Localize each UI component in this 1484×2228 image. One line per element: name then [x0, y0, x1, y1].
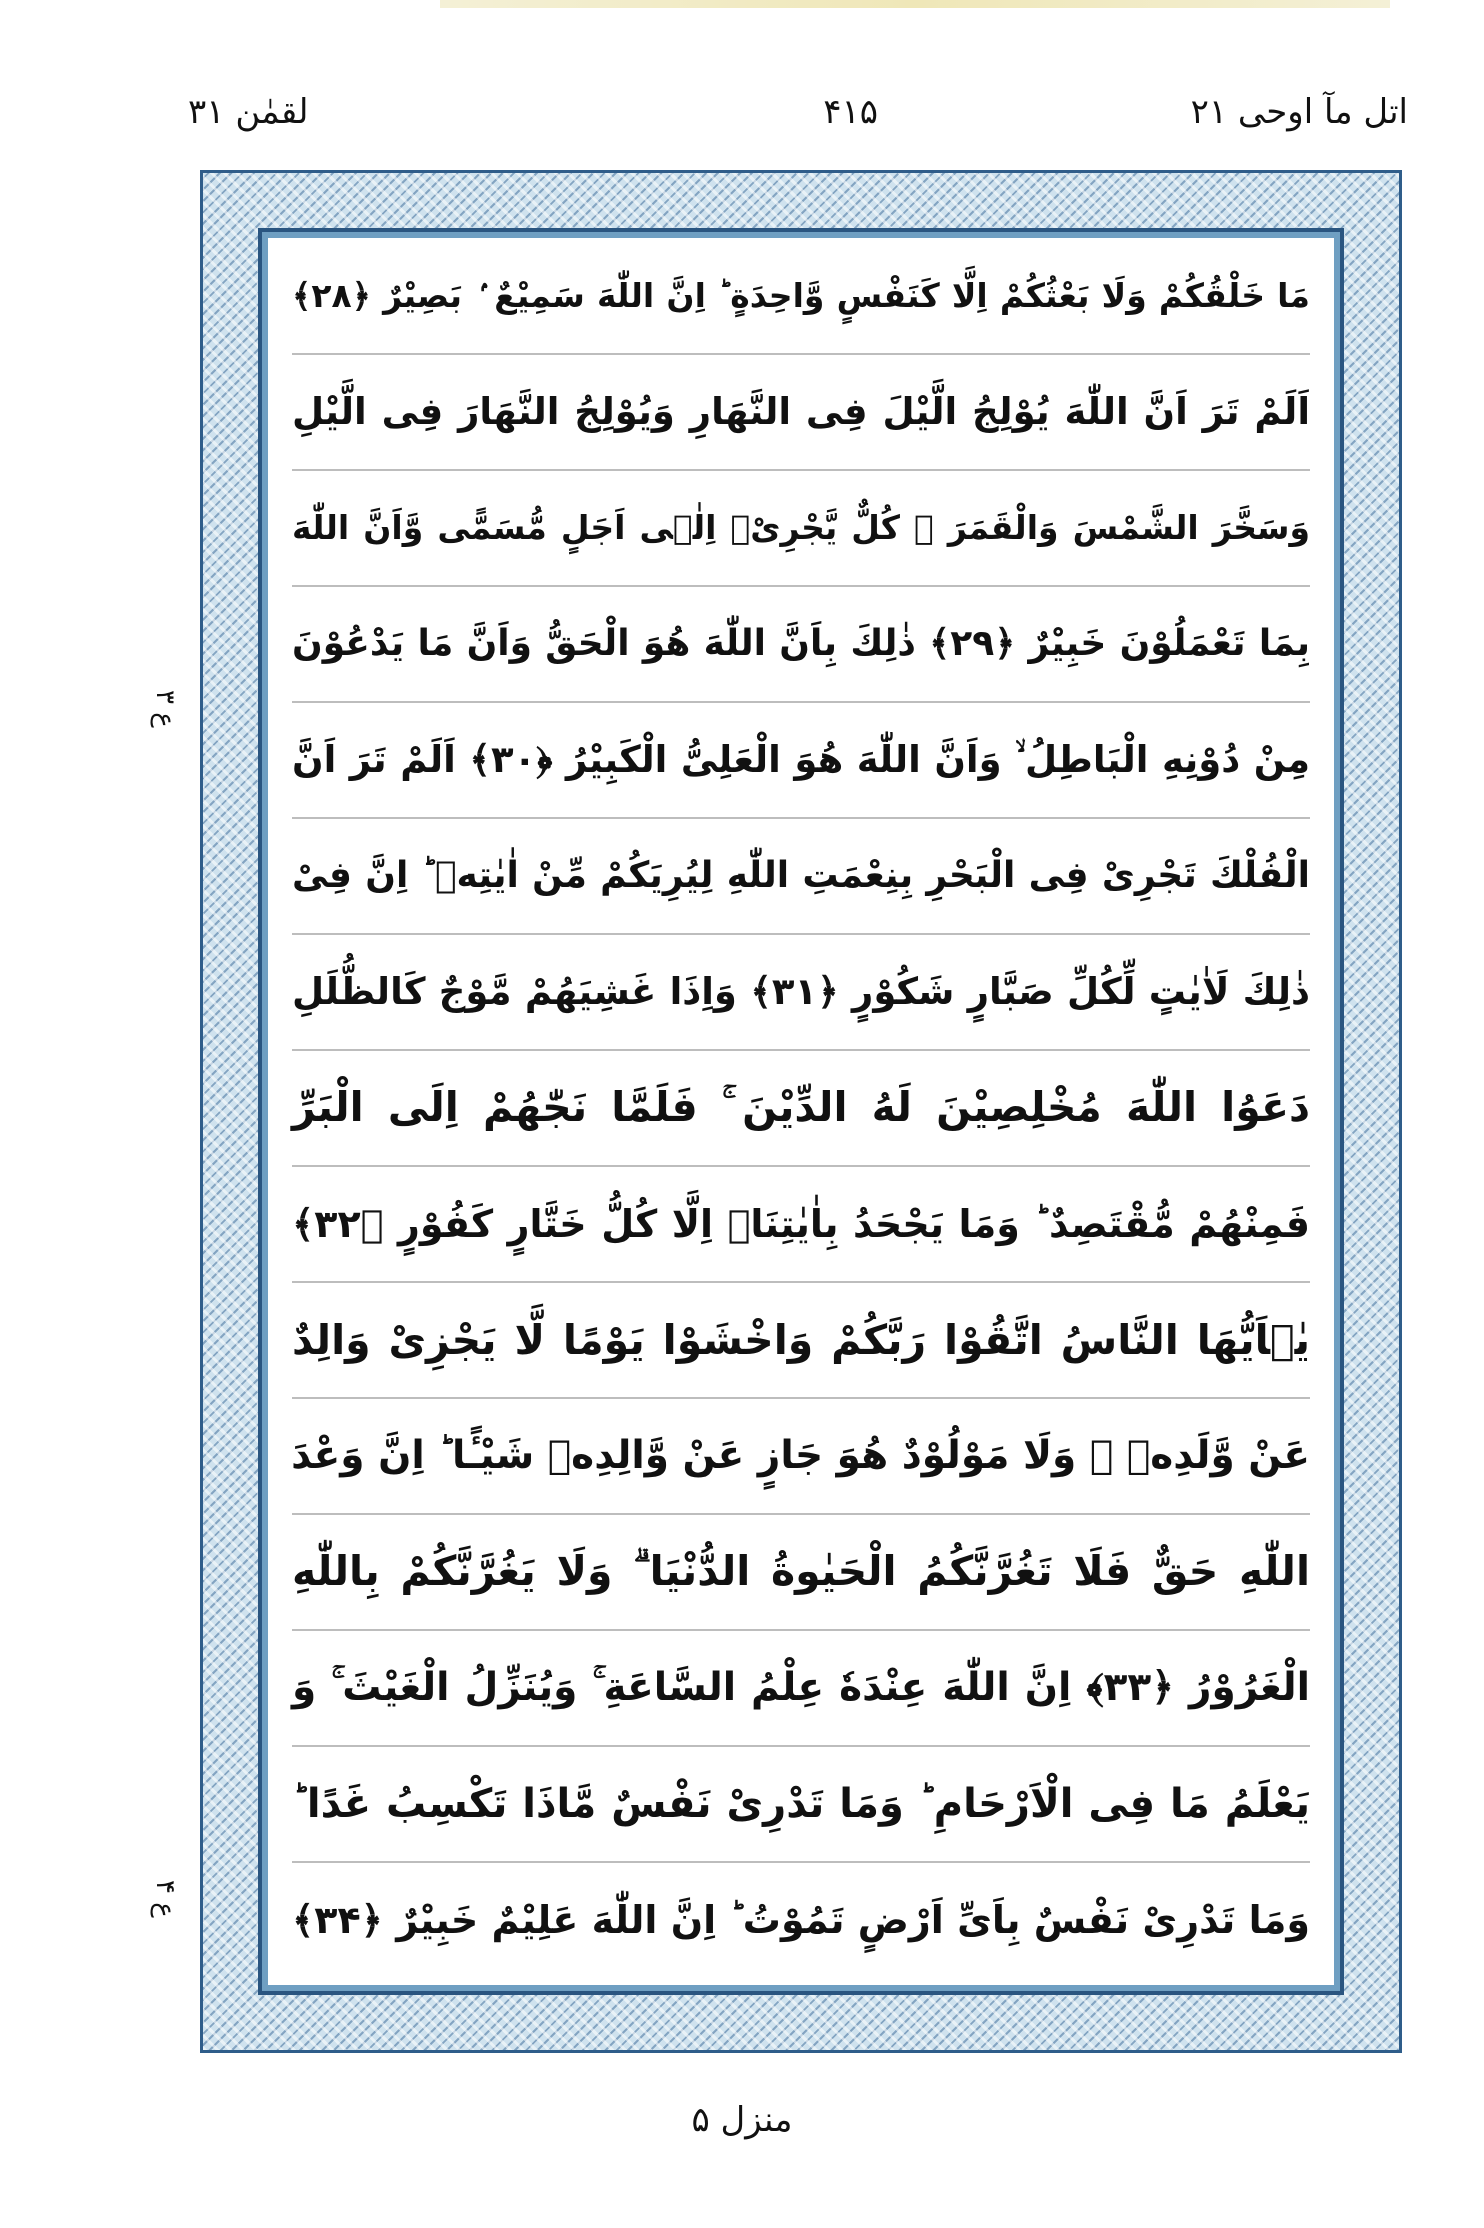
- manzil-footer: منزل ۵: [691, 2100, 793, 2140]
- ruku-marker: ع ۳: [150, 690, 180, 728]
- ruku-marker: ع ۴: [150, 1880, 180, 1918]
- surah-title: لقمٰن ۳۱: [188, 92, 309, 132]
- text-line: دَعَوُا اللّٰهَ مُخْلِصِيْنَ لَهُ الدِّيْنَ ۚ فَلَمَّا نَجّٰهُمْ اِلَى الْبَرِّ: [292, 1050, 1310, 1167]
- text-line: عَنْ وَّلَدِهٖ ۖ وَلَا مَوْلُوْدٌ هُوَ جَازٍ عَنْ وَّالِدِهٖ شَيْـًٔا ؕ اِنَّ وَعْدَ: [292, 1398, 1310, 1515]
- text-line: مِنْ دُوْنِهِ الْبَاطِلُ ۙ وَاَنَّ اللّٰهَ هُوَ الْعَلِىُّ الْكَبِيْرُ ﴿۳۰﴾ اَلَمْ تَرَ اَنَّ: [292, 702, 1310, 819]
- text-line: اللّٰهِ حَقٌّ فَلَا تَغُرَّنَّكُمُ الْحَيٰوةُ الدُّنْيَا ۗ وَلَا يَغُرَّنَّكُمْ بِاللّٰهِ: [292, 1514, 1310, 1631]
- text-line: اَلَمْ تَرَ اَنَّ اللّٰهَ يُوْلِجُ الَّيْلَ فِى النَّهَارِ وَيُوْلِجُ النَّهَارَ فِى الَّيْلِ: [292, 354, 1310, 471]
- text-line: فَمِنْهُمْ مُّقْتَصِدٌ ؕ وَمَا يَجْحَدُ بِاٰيٰتِنَاۤ اِلَّا كُلُّ خَتَّارٍ كَفُوْرٍ ﴿۳۲﴾: [292, 1166, 1310, 1283]
- text-line: مَا خَلْقُكُمْ وَلَا بَعْثُكُمْ اِلَّا كَنَفْسٍ وَّاحِدَةٍ ؕ اِنَّ اللّٰهَ سَمِيْعٌ ۢ بَصِيْرٌ ﴿۲۸﴾: [292, 238, 1310, 355]
- juz-title: اتل مآ اوحی ۲۱: [1190, 92, 1408, 132]
- text-line: وَسَخَّرَ الشَّمْسَ وَالْقَمَرَ ۖ كُلٌّ يَّجْرِیْۤ اِلٰۤى اَجَلٍ مُّسَمًّى وَّاَنَّ اللّٰهَ: [292, 470, 1310, 587]
- text-line: يَعْلَمُ مَا فِى الْاَرْحَامِ ؕ وَمَا تَدْرِىْ نَفْسٌ مَّاذَا تَكْسِبُ غَدًا ؕ: [292, 1746, 1310, 1863]
- page-header: [188, 92, 1408, 152]
- text-line: ذٰلِكَ لَاٰيٰتٍ لِّكُلِّ صَبَّارٍ شَكُوْرٍ ﴿۳۱﴾ وَاِذَا غَشِيَهُمْ مَّوْجٌ كَالظُّلَلِ: [292, 934, 1310, 1051]
- text-line: بِمَا تَعْمَلُوْنَ خَبِيْرٌ ﴿۲۹﴾ ذٰلِكَ بِاَنَّ اللّٰهَ هُوَ الْحَقُّ وَاَنَّ مَا يَدْعُوْنَ: [292, 586, 1310, 703]
- text-panel: [268, 238, 1334, 1985]
- text-line: وَمَا تَدْرِىْ نَفْسٌ بِاَىِّ اَرْضٍ تَمُوْتُ ؕ اِنَّ اللّٰهَ عَلِيْمٌ خَبِيْرٌ ﴿۳۴﴾: [292, 1897, 1310, 1942]
- text-line: يٰۤاَيُّهَا النَّاسُ اتَّقُوْا رَبَّكُمْ وَاخْشَوْا يَوْمًا لَّا يَجْزِىْ وَالِدٌ: [292, 1282, 1310, 1399]
- text-line: الْغَرُوْرُ ﴿۳۳﴾ اِنَّ اللّٰهَ عِنْدَهٗ عِلْمُ السَّاعَةِ ۚ وَيُنَزِّلُ الْغَيْثَ ۚ وَ: [292, 1630, 1310, 1747]
- text-line: الْفُلْكَ تَجْرِىْ فِى الْبَحْرِ بِنِعْمَتِ اللّٰهِ لِيُرِيَكُمْ مِّنْ اٰيٰتِهٖ ؕ اِنَّ فِىْ: [292, 818, 1310, 935]
- top-edge-strip: [440, 0, 1390, 8]
- page-number: ۴۱۵: [823, 92, 878, 132]
